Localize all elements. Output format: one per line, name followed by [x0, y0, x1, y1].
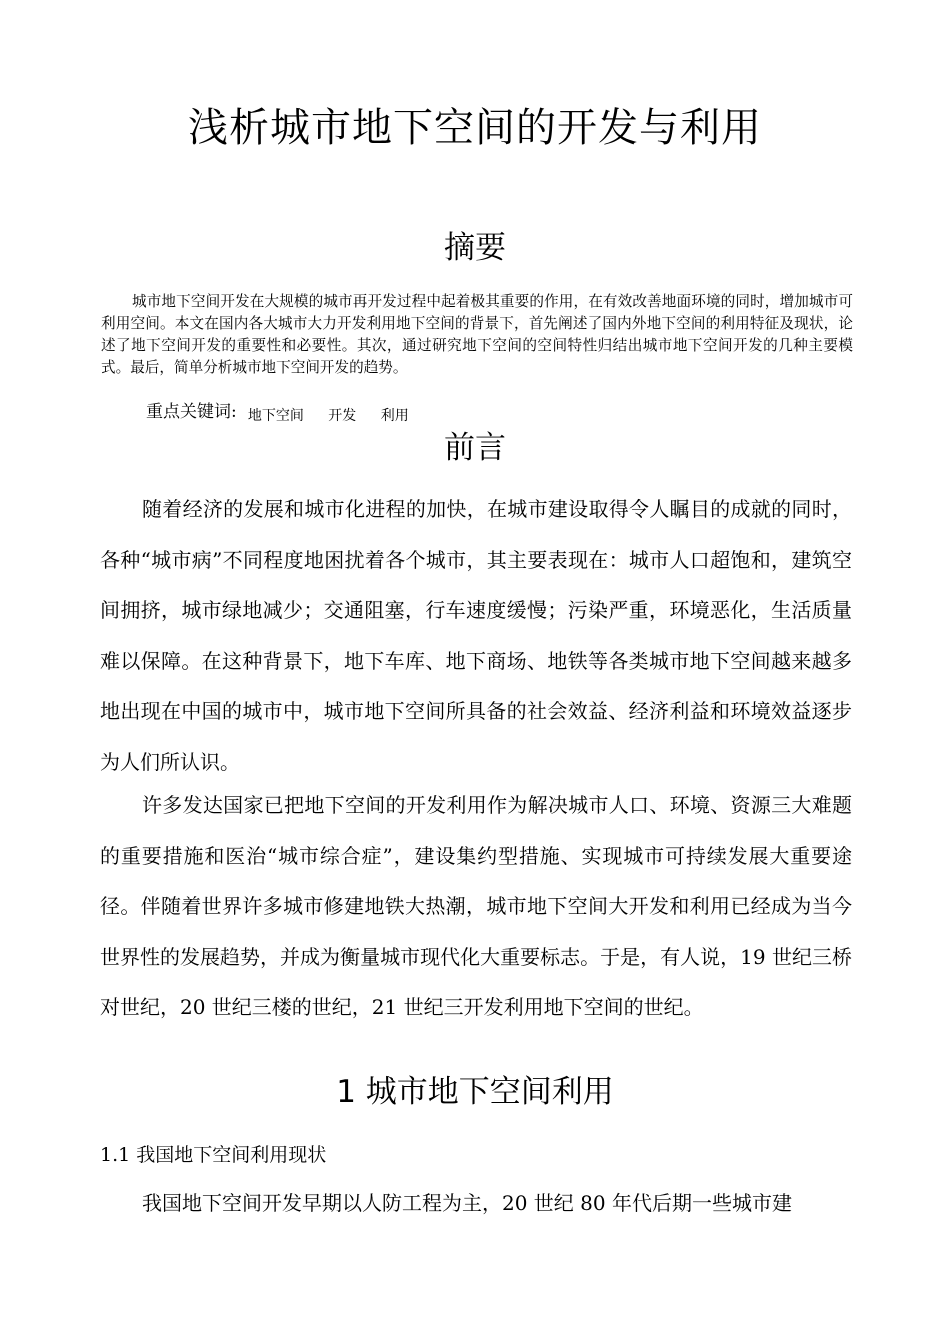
- abstract-heading: 摘要: [444, 230, 506, 266]
- abstract-body: 城市地下空间开发在大规模的城市再开发过程中起着极其重要的作用，在有效改善地面环境的同时，增加城市可利用空间。本文在国内各大城市大力开发利用地下空间的背景下，首先阐述了国内外地下空间的利用特征及现状，论述了地下空间开发的重要性和必要性。其次，通过研究地下空间的空间特性归结出城市地下空间开发的几种主要模式。最后，简单分析城市地下空间开发的趋势。: [101, 293, 853, 376]
- keywords-label: 重点关键词:: [146, 402, 237, 422]
- section-1-1-paragraph: 我国地下空间开发早期以人防工程为主，20 世纪 80 年代后期一些城市建: [142, 1191, 792, 1215]
- keywords-line: [146, 397, 429, 425]
- preface-paragraph-1: 随着经济的发展和城市化进程的加快，在城市建设取得令人瞩目的成就的同时，各种“城市病”不同程度地困扰着各个城市，其主要表现在：城市人口超饱和，建筑空间拥挤，城市绿地减少；交通阻塞，行车速度缓慢；污染严重，环境恶化，生活质量难以保障。在这种背景下，地下车库、地下商场、地铁等各类城市地下空间越来越多地出现在中国的城市中，城市地下空间所具备的社会效益、经济利益和环境效益逐步为人们所认识。: [100, 497, 852, 774]
- keyword-item: 利用: [380, 408, 409, 424]
- preface-paragraph-2: 许多发达国家已把地下空间的开发利用作为解决城市人口、环境、资源三大难题的重要措施和医治“城市综合症”，建设集约型措施、实现城市可持续发展大重要途径。伴随着世界许多城市修建地铁大热潮，城市地下空间大开发和利用已经成为当今世界性的发展趋势，并成为衡量城市现代化大重要标志。于是，有人说，19 世纪三桥对世纪，20 世纪三楼的世纪，21 世纪三开发利用地下空间的世纪。: [100, 793, 852, 1019]
- subsection-1-1-heading: 1.1 我国地下空间利用现状: [100, 1144, 327, 1166]
- section-1-heading: 1 城市地下空间利用: [336, 1074, 614, 1110]
- preface-heading: 前言: [444, 430, 506, 466]
- document-title: 浅析城市地下空间的开发与利用: [188, 105, 762, 151]
- keyword-item: 开发: [328, 408, 357, 424]
- keywords-list: [248, 405, 429, 425]
- keyword-item: 地下空间: [247, 408, 304, 424]
